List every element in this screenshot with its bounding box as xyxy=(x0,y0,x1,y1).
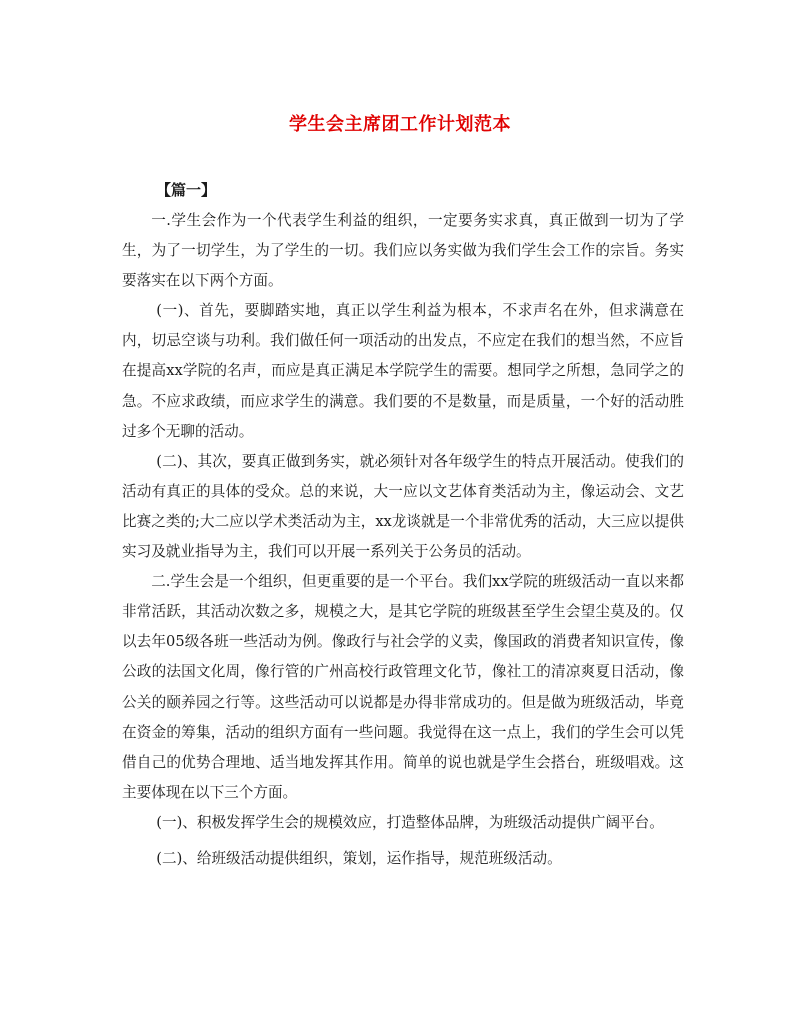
paragraph-brand: (一)、积极发挥学生会的规模效应，打造整体品牌，为班级活动提供广阔平台。 xyxy=(156,813,664,831)
document-title: 学生会主席团工作计划范本 xyxy=(289,114,511,135)
paragraph-practical: (一)、首先，要脚踏实地，真正以学生利益为根本，不求声名在外，但求满意在内，切忌空谈与功利。我们做任何一项活动的出发点，不应定在我们的想当然，不应旨在提高xx学院的名声，而应是真正满足本学院学生的需要。想同学之所想，急同学之的急。不应求政绩，而应求学生的满意。我们要的不是数量，而是质量，一个好的活动胜过多个无聊的活动。 xyxy=(122,302,684,440)
paragraph-platform: 二.学生会是一个组织，但更重要的是一个平台。我们xx学院的班级活动一直以来都非常活跃，其活动次数之多，规模之大，是其它学院的班级甚至学生会望尘莫及的。仅以去年05级各班一些活动为例。像政行与社会学的义卖，像国政的消费者知识宣传，像公政的法国文化周，像行管的广州高校行政管理文化节，像社工的清凉爽夏日活动，像公关的颐养园之行等。这些活动可以说都是办得非常成功的。但是做为班级活动，毕竟在资金的筹集，活动的组织方面有一些问题。我觉得在这一点上，我们的学生会可以凭借自己的优势合理地、适当地发挥其作用。简单的说也就是学生会搭台，班级唱戏。这主要体现在以下三个方面。 xyxy=(122,573,684,801)
document-body xyxy=(122,206,684,874)
paragraph-guidance: (二)、给班级活动提供组织，策划，运作指导，规范班级活动。 xyxy=(156,849,562,867)
paragraph-purpose: 一.学生会作为一个代表学生利益的组织，一定要务实求真，真正做到一切为了学生，为了一切学生，为了学生的一切。我们应以务实做为我们学生会工作的宗旨。务实要落实在以下两个方面。 xyxy=(122,212,684,290)
section-label: 【篇一】 xyxy=(156,181,217,199)
paragraph-targeting: (二)、其次，要真正做到务实，就必须针对各年级学生的特点开展活动。使我们的活动有真正的具体的受众。总的来说，大一应以文艺体育类活动为主，像运动会、文艺比赛之类的;大二应以学术类活动为主，xx龙谈就是一个非常优秀的活动，大三应以提供实习及就业指导为主，我们可以开展一系列关于公务员的活动。 xyxy=(122,452,684,561)
